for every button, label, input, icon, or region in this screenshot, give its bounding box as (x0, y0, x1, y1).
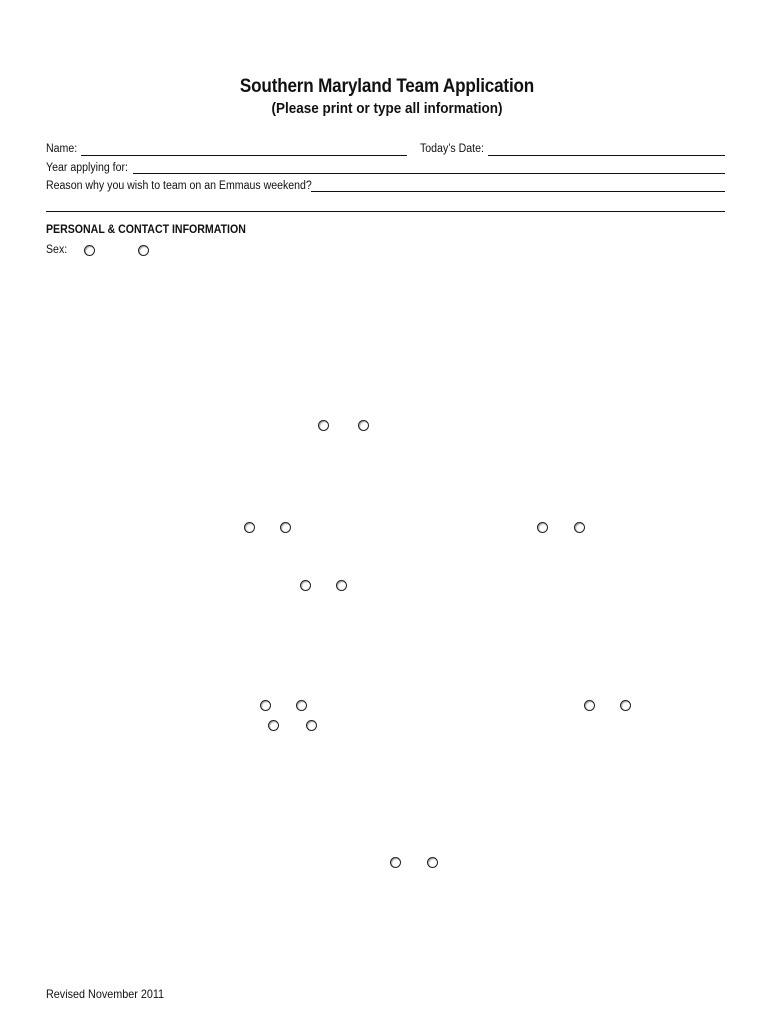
sex-option-1-radio[interactable] (84, 245, 95, 256)
date-label: Today’s Date: (420, 143, 484, 155)
name-field[interactable] (81, 155, 407, 156)
reason-label: Reason why you wish to team on an Emmaus weekend? (46, 180, 312, 192)
radio-group-3-option-1[interactable] (537, 522, 548, 533)
sex-label: Sex: (46, 244, 68, 256)
radio-group-8-option-2[interactable] (427, 857, 438, 868)
radio-group-4-option-1[interactable] (300, 580, 311, 591)
radio-group-6-option-1[interactable] (584, 700, 595, 711)
year-label: Year applying for: (46, 162, 128, 174)
radio-group-5-option-2[interactable] (296, 700, 307, 711)
radio-group-7-option-1[interactable] (268, 720, 279, 731)
radio-group-2-option-2[interactable] (280, 522, 291, 533)
radio-group-1-option-1[interactable] (318, 420, 329, 431)
radio-group-4-option-2[interactable] (336, 580, 347, 591)
radio-group-2-option-1[interactable] (244, 522, 255, 533)
reason-field[interactable] (311, 191, 725, 192)
year-field[interactable] (133, 173, 725, 174)
section-heading-personal: PERSONAL & CONTACT INFORMATION (46, 224, 246, 236)
revision-note: Revised November 2011 (46, 987, 165, 1001)
date-field[interactable] (488, 155, 725, 156)
section-divider (46, 211, 725, 212)
radio-group-7-option-2[interactable] (306, 720, 317, 731)
radio-group-5-option-1[interactable] (260, 700, 271, 711)
sex-option-2-radio[interactable] (138, 245, 149, 256)
radio-group-8-option-1[interactable] (390, 857, 401, 868)
name-label: Name: (46, 143, 78, 155)
radio-group-3-option-2[interactable] (574, 522, 585, 533)
form-title: Southern Maryland Team Application (239, 76, 535, 97)
radio-group-1-option-2[interactable] (358, 420, 369, 431)
radio-group-6-option-2[interactable] (620, 700, 631, 711)
form-subtitle: (Please print or type all information) (271, 100, 503, 117)
